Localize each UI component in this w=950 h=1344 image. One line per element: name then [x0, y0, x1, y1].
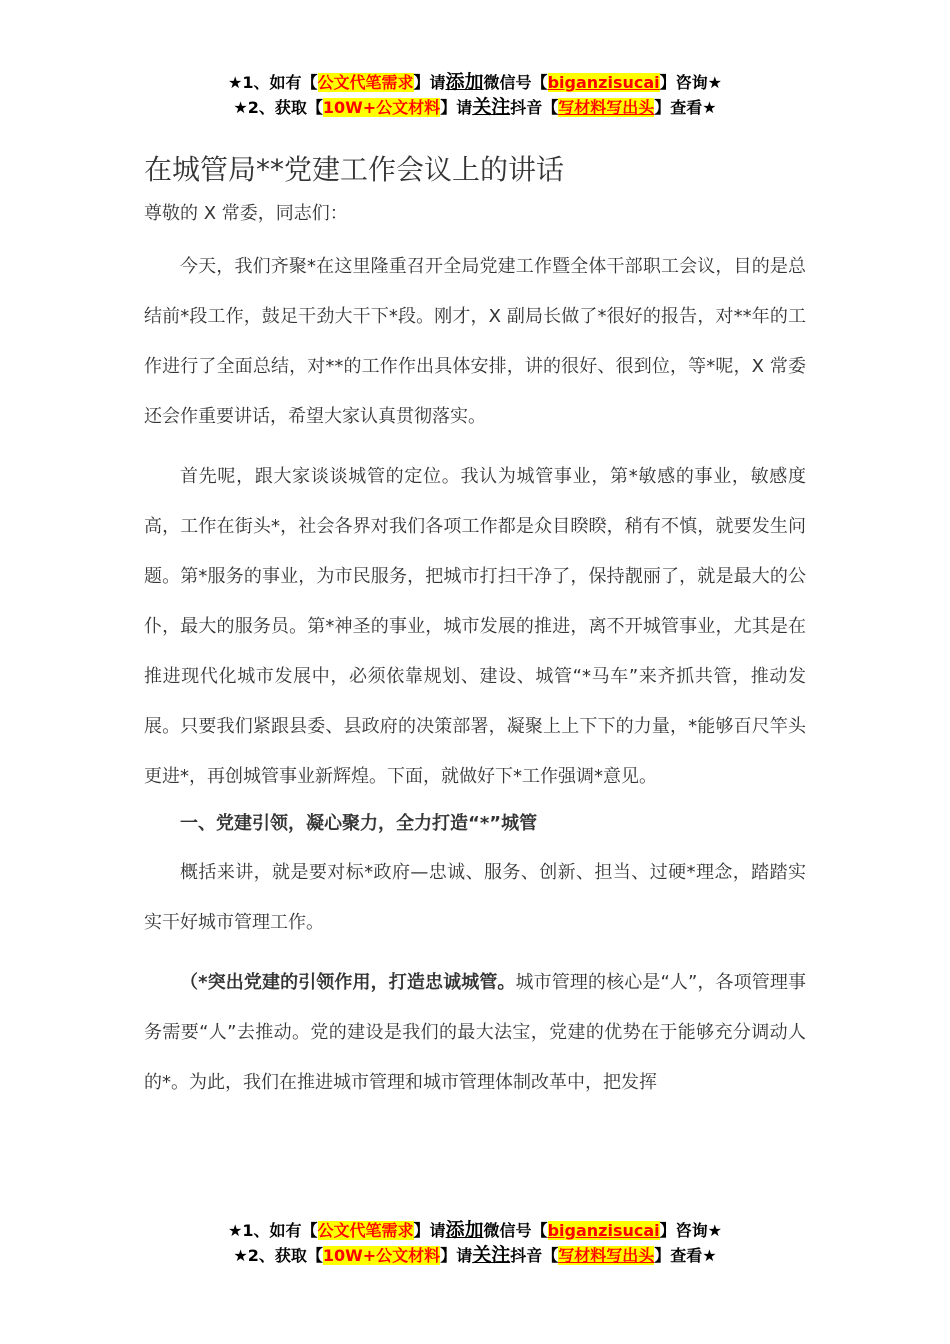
- banner-emphasis: 添加: [445, 71, 484, 93]
- document-title: 在城管局**党建工作会议上的讲话: [144, 153, 565, 186]
- wechat-id-link[interactable]: biganzisucai: [547, 73, 660, 92]
- banner-highlight: 10W+公文材料: [322, 98, 441, 117]
- banner-text: 微信号【: [483, 1221, 548, 1240]
- banner-line-1: [0, 70, 950, 95]
- banner-text: 】请: [440, 98, 473, 117]
- banner-text: ★1、如有【: [228, 73, 318, 92]
- banner-emphasis: 添加: [445, 1219, 484, 1241]
- section-intro: 概括来讲，就是要对标*政府—忠诚、服务、创新、担当、过硬*理念，踏踏实实干好城市管理工作。: [144, 862, 806, 933]
- top-banner: [0, 70, 950, 120]
- banner-text: 微信号【: [483, 73, 548, 92]
- banner-text: 】咨询★: [659, 73, 722, 92]
- banner-text: 抖音【: [510, 98, 559, 117]
- item-text: 城市管理的核心是“人”，各项管理事务需要“人”去推动。党的建设是我们的最大法宝，党建的优势在于能够充分调动人的*。为此，我们在推进城市管理和城市管理体制改革中，把发挥: [144, 972, 806, 1093]
- banner-text: 】查看★: [654, 98, 717, 117]
- banner-highlight: 公文代笔需求: [317, 73, 414, 92]
- banner-text: 】请: [413, 73, 446, 92]
- banner-text: 】咨询★: [659, 1221, 722, 1240]
- paragraph: 首先呢，跟大家谈谈城管的定位。我认为城管事业，第*敏感的事业，敏感度高，工作在街头*，社会各界对我们各项工作都是众目睽睽，稍有不慎，就要发生问题。第*服务的事业，为市民服务，把城市打扫干净了，保持靓丽了，就是最大的公仆，最大的服务员。第*神圣的事业，城市发展的推进，离不开城管事业，尤其是在推进现代化城市发展中，必须依靠规划、建设、城管“*马车”来齐抓共管，推动发展。只要我们紧跟县委、县政府的决策部署，凝聚上上下下的力量，*能够百尺竿头更进*，再创城管事业新辉煌。下面，就做好下*工作强调*意见。: [144, 466, 806, 787]
- banner-text: ★2、获取【: [233, 1246, 323, 1265]
- banner-text: ★1、如有【: [228, 1221, 318, 1240]
- salutation: 尊敬的 X 常委，同志们：: [144, 203, 348, 224]
- item-paragraph: [144, 958, 806, 1108]
- banner-text: ★2、获取【: [233, 98, 323, 117]
- banner-text: 抖音【: [510, 1246, 559, 1265]
- douyin-account-link[interactable]: 写材料写出头: [558, 98, 655, 117]
- banner-line-2: [0, 95, 950, 120]
- douyin-account-link[interactable]: 写材料写出头: [558, 1246, 655, 1265]
- banner-emphasis: 关注: [472, 96, 511, 118]
- banner-text: 】请: [440, 1246, 473, 1265]
- item-lead: （*突出党建的引领作用，打造忠诚城管。: [180, 972, 516, 993]
- banner-line-2: [0, 1243, 950, 1268]
- bottom-banner: [0, 1218, 950, 1268]
- section-heading: 一、党建引领，凝心聚力，全力打造“*”城管: [180, 813, 538, 834]
- wechat-id-link[interactable]: biganzisucai: [547, 1221, 660, 1240]
- document-body: [144, 148, 806, 1118]
- banner-text: 】请: [413, 1221, 446, 1240]
- banner-highlight: 公文代笔需求: [317, 1221, 414, 1240]
- banner-emphasis: 关注: [472, 1244, 511, 1266]
- banner-highlight: 10W+公文材料: [322, 1246, 441, 1265]
- paragraph: 今天，我们齐聚*在这里隆重召开全局党建工作暨全体干部职工会议，目的是总结前*段工作，鼓足干劲大干下*段。刚才，X 副局长做了*很好的报告，对**年的工作进行了全面总结，对**的工作作出具体安排，讲的很好、很到位，等*呢，X 常委还会作重要讲话，希望大家认真贯彻落实。: [144, 256, 806, 427]
- banner-line-1: [0, 1218, 950, 1243]
- banner-text: 】查看★: [654, 1246, 717, 1265]
